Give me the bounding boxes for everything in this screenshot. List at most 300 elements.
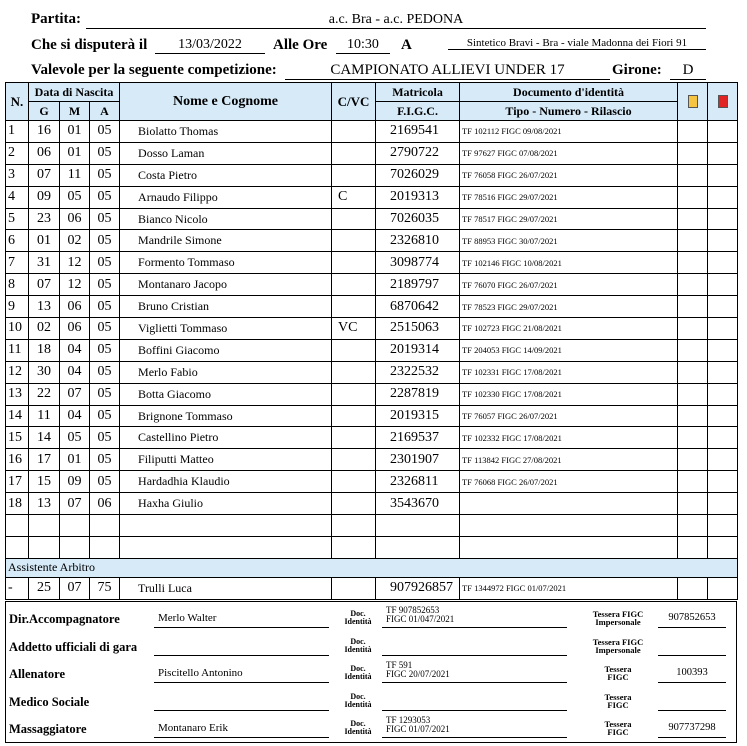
birth-month: 01 bbox=[60, 142, 90, 164]
yellow-card-cell bbox=[678, 121, 708, 143]
col-figc: F.I.G.C. bbox=[376, 102, 460, 121]
empty-cell bbox=[678, 536, 708, 558]
red-card-cell bbox=[708, 230, 738, 252]
staff-doc-line2: FIGC 01/07/2021 bbox=[386, 724, 450, 734]
red-card-cell bbox=[708, 208, 738, 230]
red-card-cell bbox=[708, 186, 738, 208]
assistant-cvc bbox=[332, 577, 376, 599]
captain-flag bbox=[332, 361, 376, 383]
staff-doc-label-line1: Doc. bbox=[350, 609, 366, 618]
birth-month: 07 bbox=[60, 383, 90, 405]
player-name: Boffini Giacomo bbox=[120, 339, 332, 361]
empty-cell bbox=[60, 515, 90, 537]
staff-tessera-label-line1: Tessera bbox=[604, 691, 632, 702]
assistant-name: Trulli Luca bbox=[120, 577, 332, 599]
red-card-cell bbox=[708, 427, 738, 449]
staff-role: Addetto ufficiali di gara bbox=[9, 639, 138, 654]
staff-tessera-label bbox=[578, 610, 658, 626]
player-matricola: 2169541 bbox=[376, 121, 460, 143]
col-doc-detail: Tipo - Numero - Rilascio bbox=[460, 102, 678, 121]
birth-year: 05 bbox=[90, 186, 120, 208]
birth-day: 06 bbox=[29, 142, 60, 164]
player-name: Castellino Pietro bbox=[120, 427, 332, 449]
player-matricola: 2326810 bbox=[376, 230, 460, 252]
staff-doc-label-line2: Identità bbox=[344, 699, 372, 709]
red-card-cell bbox=[708, 493, 738, 515]
player-name: Bruno Cristian bbox=[120, 296, 332, 318]
date-label: Che si disputerà il bbox=[31, 37, 148, 53]
birth-day: 07 bbox=[29, 164, 60, 186]
player-number: 4 bbox=[6, 186, 29, 208]
staff-doc-line2: FIGC 01/047/2021 bbox=[386, 614, 455, 624]
table-row bbox=[6, 208, 738, 230]
birth-year: 05 bbox=[90, 405, 120, 427]
staff-name bbox=[154, 640, 329, 656]
col-cvc: C/VC bbox=[332, 83, 376, 121]
staff-doc-value bbox=[382, 606, 567, 628]
birth-day: 30 bbox=[29, 361, 60, 383]
player-matricola: 2019314 bbox=[376, 339, 460, 361]
birth-day: 11 bbox=[29, 405, 60, 427]
birth-month: 12 bbox=[60, 252, 90, 274]
staff-doc-label-line1: Doc. bbox=[350, 691, 366, 701]
red-card-cell bbox=[708, 577, 738, 599]
player-number: 10 bbox=[6, 318, 29, 340]
staff-tessera-label bbox=[578, 638, 658, 654]
captain-flag bbox=[332, 449, 376, 471]
header-row-competition bbox=[0, 58, 747, 82]
captain-flag bbox=[332, 121, 376, 143]
player-document: TF 76068 FIGC 26/07/2021 bbox=[460, 471, 678, 493]
yellow-card-cell bbox=[678, 493, 708, 515]
player-name: Viglietti Tommaso bbox=[120, 318, 332, 340]
player-number: 18 bbox=[6, 493, 29, 515]
birth-year: 05 bbox=[90, 471, 120, 493]
player-matricola: 3543670 bbox=[376, 493, 460, 515]
player-document: TF 88953 FIGC 30/07/2021 bbox=[460, 230, 678, 252]
player-name: Botta Giacomo bbox=[120, 383, 332, 405]
yellow-card-cell bbox=[678, 230, 708, 252]
birth-day: 23 bbox=[29, 208, 60, 230]
player-name: Montanaro Jacopo bbox=[120, 274, 332, 296]
table-row bbox=[6, 230, 738, 252]
assistant-document: TF 1344972 FIGC 01/07/2021 bbox=[460, 577, 678, 599]
player-number: 13 bbox=[6, 383, 29, 405]
birth-day: 31 bbox=[29, 252, 60, 274]
staff-row bbox=[6, 632, 736, 660]
player-matricola: 2169537 bbox=[376, 427, 460, 449]
assistant-birth-day: 25 bbox=[29, 577, 60, 599]
birth-day: 09 bbox=[29, 186, 60, 208]
empty-cell bbox=[460, 515, 678, 537]
assistant-label: Assistente Arbitro bbox=[6, 558, 738, 577]
captain-flag bbox=[332, 252, 376, 274]
red-card-cell bbox=[708, 164, 738, 186]
birth-month: 06 bbox=[60, 208, 90, 230]
yellow-card-cell bbox=[678, 296, 708, 318]
red-card-cell bbox=[708, 252, 738, 274]
empty-cell bbox=[6, 515, 29, 537]
captain-flag bbox=[332, 405, 376, 427]
birth-month: 09 bbox=[60, 471, 90, 493]
table-row bbox=[6, 318, 738, 340]
partita-label: Partita: bbox=[31, 11, 81, 27]
red-card-cell bbox=[708, 142, 738, 164]
staff-tessera-label bbox=[578, 693, 658, 709]
player-number: 9 bbox=[6, 296, 29, 318]
birth-day: 22 bbox=[29, 383, 60, 405]
time-label: Alle Ore bbox=[273, 37, 328, 53]
player-name: Haxha Giulio bbox=[120, 493, 332, 515]
player-number: 12 bbox=[6, 361, 29, 383]
player-number: 7 bbox=[6, 252, 29, 274]
assistant-row bbox=[6, 577, 738, 599]
empty-cell bbox=[120, 515, 332, 537]
captain-flag bbox=[332, 383, 376, 405]
birth-month: 07 bbox=[60, 493, 90, 515]
birth-month: 01 bbox=[60, 121, 90, 143]
birth-day: 02 bbox=[29, 318, 60, 340]
player-matricola: 7026029 bbox=[376, 164, 460, 186]
staff-doc-label-line2: Identità bbox=[344, 727, 372, 736]
red-card-cell bbox=[708, 361, 738, 383]
birth-month: 02 bbox=[60, 230, 90, 252]
player-number: 16 bbox=[6, 449, 29, 471]
player-matricola: 2515063 bbox=[376, 318, 460, 340]
empty-cell bbox=[29, 536, 60, 558]
yellow-card-cell bbox=[678, 186, 708, 208]
empty-cell bbox=[376, 536, 460, 558]
staff-tessera-label-line1: Tessera bbox=[604, 664, 632, 674]
birth-month: 05 bbox=[60, 427, 90, 449]
staff-doc-line2: FIGC 20/07/2021 bbox=[386, 669, 450, 679]
table-row-empty bbox=[6, 536, 738, 558]
player-document: TF 76057 FIGC 26/07/2021 bbox=[460, 405, 678, 427]
yellow-card-cell bbox=[678, 142, 708, 164]
yellow-card-cell bbox=[678, 471, 708, 493]
captain-flag bbox=[332, 339, 376, 361]
player-name: Brignone Tommaso bbox=[120, 405, 332, 427]
roster-header bbox=[6, 83, 738, 121]
birth-day: 13 bbox=[29, 493, 60, 515]
player-number: 17 bbox=[6, 471, 29, 493]
staff-doc-label-line2: Identità bbox=[344, 617, 372, 626]
player-name: Filiputti Matteo bbox=[120, 449, 332, 471]
captain-flag: VC bbox=[332, 318, 376, 340]
assistant-header-row bbox=[6, 558, 738, 577]
staff-doc-label bbox=[336, 720, 380, 736]
table-row bbox=[6, 164, 738, 186]
staff-tessera-label-line2: Impersonale bbox=[595, 617, 641, 627]
staff-tessera-value: 907737298 bbox=[658, 722, 726, 738]
staff-tessera-label-line2: FIGC bbox=[607, 699, 629, 710]
player-document: TF 78517 FIGC 29/07/2021 bbox=[460, 208, 678, 230]
staff-doc-value bbox=[382, 689, 567, 711]
staff-doc-line1: TF 1293053 bbox=[386, 715, 431, 725]
staff-tessera-label bbox=[578, 720, 658, 736]
staff-tessera-label bbox=[578, 665, 658, 681]
empty-cell bbox=[332, 536, 376, 558]
yellow-card-cell bbox=[678, 427, 708, 449]
player-document: TF 78516 FIGC 29/07/2021 bbox=[460, 186, 678, 208]
birth-month: 05 bbox=[60, 186, 90, 208]
col-day: G bbox=[29, 102, 60, 121]
staff-role: Dir.Accompagnatore bbox=[9, 612, 120, 626]
birth-month: 12 bbox=[60, 274, 90, 296]
date-value: 13/03/2022 bbox=[155, 37, 265, 54]
assistant-matricola: 907926857 bbox=[376, 577, 460, 599]
red-card-cell bbox=[708, 383, 738, 405]
time-value: 10:30 bbox=[336, 37, 390, 54]
player-name: Arnaudo Filippo bbox=[120, 186, 332, 208]
captain-flag bbox=[332, 230, 376, 252]
captain-flag bbox=[332, 296, 376, 318]
red-card-cell bbox=[708, 449, 738, 471]
red-card-cell bbox=[708, 296, 738, 318]
empty-cell bbox=[120, 536, 332, 558]
table-row bbox=[6, 339, 738, 361]
player-number: 1 bbox=[6, 121, 29, 143]
player-number: 2 bbox=[6, 142, 29, 164]
captain-flag bbox=[332, 427, 376, 449]
player-number: 11 bbox=[6, 339, 29, 361]
birth-month: 11 bbox=[60, 164, 90, 186]
player-name: Bianco Nicolo bbox=[120, 208, 332, 230]
player-matricola: 2019313 bbox=[376, 186, 460, 208]
birth-year: 05 bbox=[90, 142, 120, 164]
staff-doc-value bbox=[382, 634, 567, 656]
staff-tessera-label-line1: Tessera FIGC bbox=[592, 609, 644, 619]
birth-month: 04 bbox=[60, 339, 90, 361]
assistant-number: - bbox=[6, 577, 29, 599]
staff-tessera-value: 907852653 bbox=[658, 612, 726, 628]
red-card-cell bbox=[708, 121, 738, 143]
birth-year: 05 bbox=[90, 361, 120, 383]
player-matricola: 2301907 bbox=[376, 449, 460, 471]
staff-doc-label bbox=[336, 693, 380, 709]
table-row bbox=[6, 471, 738, 493]
birth-year: 05 bbox=[90, 274, 120, 296]
table-row bbox=[6, 361, 738, 383]
assistant-birth-year: 75 bbox=[90, 577, 120, 599]
staff-doc-label bbox=[336, 665, 380, 681]
staff-tessera-label-line1: Tessera FIGC bbox=[592, 636, 644, 647]
player-number: 8 bbox=[6, 274, 29, 296]
birth-year: 05 bbox=[90, 339, 120, 361]
yellow-card-cell bbox=[678, 405, 708, 427]
staff-tessera-value bbox=[658, 695, 726, 711]
birth-year: 05 bbox=[90, 164, 120, 186]
yellow-card-icon bbox=[688, 95, 698, 108]
birth-year: 05 bbox=[90, 318, 120, 340]
table-row bbox=[6, 296, 738, 318]
birth-day: 15 bbox=[29, 471, 60, 493]
table-row bbox=[6, 449, 738, 471]
table-row bbox=[6, 252, 738, 274]
empty-cell bbox=[60, 536, 90, 558]
staff-name: Piscitello Antonino bbox=[154, 667, 329, 683]
yellow-card-cell bbox=[678, 208, 708, 230]
staff-doc-line1: TF 907852653 bbox=[386, 605, 440, 615]
roster-table bbox=[5, 82, 738, 600]
yellow-card-cell bbox=[678, 577, 708, 599]
yellow-card-cell bbox=[678, 318, 708, 340]
col-name: Nome e Cognome bbox=[120, 83, 332, 121]
red-card-icon bbox=[718, 95, 728, 108]
staff-doc-label-line1: Doc. bbox=[350, 664, 366, 673]
staff-role: Medico Sociale bbox=[9, 694, 90, 709]
table-row bbox=[6, 142, 738, 164]
staff-tessera-label-line2: Impersonale bbox=[595, 644, 641, 655]
yellow-card-cell bbox=[678, 361, 708, 383]
competition-value: CAMPIONATO ALLIEVI UNDER 17 bbox=[285, 62, 610, 80]
staff-doc-label bbox=[336, 610, 380, 626]
staff-name: Merlo Walter bbox=[154, 612, 329, 628]
staff-tessera-value bbox=[658, 640, 726, 656]
birth-year: 06 bbox=[90, 493, 120, 515]
staff-row bbox=[6, 604, 736, 632]
yellow-card-cell bbox=[678, 449, 708, 471]
col-red bbox=[708, 83, 738, 121]
birth-day: 14 bbox=[29, 427, 60, 449]
staff-role: Allenatore bbox=[9, 667, 66, 681]
player-name: Costa Pietro bbox=[120, 164, 332, 186]
birth-month: 04 bbox=[60, 361, 90, 383]
staff-tessera-label-line2: FIGC bbox=[607, 672, 629, 682]
empty-cell bbox=[678, 515, 708, 537]
birth-month: 06 bbox=[60, 296, 90, 318]
staff-tessera-label-line1: Tessera bbox=[604, 719, 632, 729]
header-row-partita bbox=[0, 8, 747, 32]
player-document bbox=[460, 493, 678, 515]
birth-day: 16 bbox=[29, 121, 60, 143]
staff-row bbox=[6, 687, 736, 715]
player-number: 5 bbox=[6, 208, 29, 230]
empty-cell bbox=[708, 536, 738, 558]
empty-cell bbox=[376, 515, 460, 537]
birth-month: 01 bbox=[60, 449, 90, 471]
player-matricola: 2790722 bbox=[376, 142, 460, 164]
staff-name bbox=[154, 695, 329, 711]
staff-doc-value bbox=[382, 716, 567, 738]
table-row bbox=[6, 186, 738, 208]
red-card-cell bbox=[708, 339, 738, 361]
birth-year: 05 bbox=[90, 383, 120, 405]
player-matricola: 2322532 bbox=[376, 361, 460, 383]
birth-year: 05 bbox=[90, 208, 120, 230]
player-number: 6 bbox=[6, 230, 29, 252]
col-yellow bbox=[678, 83, 708, 121]
yellow-card-cell bbox=[678, 164, 708, 186]
birth-year: 05 bbox=[90, 121, 120, 143]
player-document: TF 97627 FIGC 07/08/2021 bbox=[460, 142, 678, 164]
header-row-date bbox=[0, 33, 747, 57]
birth-day: 13 bbox=[29, 296, 60, 318]
birth-month: 04 bbox=[60, 405, 90, 427]
player-document: TF 102723 FIGC 21/08/2021 bbox=[460, 318, 678, 340]
player-name: Formento Tommaso bbox=[120, 252, 332, 274]
player-name: Hardadhia Klaudio bbox=[120, 471, 332, 493]
player-matricola: 2189797 bbox=[376, 274, 460, 296]
col-month: M bbox=[60, 102, 90, 121]
competition-label: Valevole per la seguente competizione: bbox=[31, 62, 277, 78]
at-label: A bbox=[401, 37, 412, 53]
captain-flag bbox=[332, 208, 376, 230]
yellow-card-cell bbox=[678, 274, 708, 296]
red-card-cell bbox=[708, 405, 738, 427]
captain-flag bbox=[332, 471, 376, 493]
player-matricola: 2326811 bbox=[376, 471, 460, 493]
player-document: TF 102332 FIGC 17/08/2021 bbox=[460, 427, 678, 449]
empty-cell bbox=[6, 536, 29, 558]
empty-cell bbox=[90, 536, 120, 558]
birth-year: 05 bbox=[90, 449, 120, 471]
player-document: TF 102112 FIGC 09/08/2021 bbox=[460, 121, 678, 143]
table-row bbox=[6, 121, 738, 143]
group-value: D bbox=[670, 62, 706, 80]
empty-cell bbox=[332, 515, 376, 537]
roster-body bbox=[6, 121, 738, 600]
captain-flag bbox=[332, 164, 376, 186]
assistant-birth-month: 07 bbox=[60, 577, 90, 599]
player-document: TF 76058 FIGC 26/07/2021 bbox=[460, 164, 678, 186]
player-name: Merlo Fabio bbox=[120, 361, 332, 383]
col-n: N. bbox=[6, 83, 29, 121]
table-row bbox=[6, 493, 738, 515]
table-row bbox=[6, 274, 738, 296]
staff-doc-label-line1: Doc. bbox=[350, 636, 366, 646]
empty-cell bbox=[29, 515, 60, 537]
staff-doc-label-line2: Identità bbox=[344, 672, 372, 681]
red-card-cell bbox=[708, 318, 738, 340]
player-matricola: 6870642 bbox=[376, 296, 460, 318]
player-matricola: 3098774 bbox=[376, 252, 460, 274]
table-row-empty bbox=[6, 515, 738, 537]
staff-doc-value bbox=[382, 661, 567, 683]
col-matricola: Matricola bbox=[376, 83, 460, 102]
staff-section bbox=[5, 601, 737, 743]
staff-tessera-value: 100393 bbox=[658, 667, 726, 683]
player-matricola: 7026035 bbox=[376, 208, 460, 230]
table-row bbox=[6, 427, 738, 449]
player-name: Mandrile Simone bbox=[120, 230, 332, 252]
red-card-cell bbox=[708, 471, 738, 493]
birth-day: 18 bbox=[29, 339, 60, 361]
player-document: TF 204053 FIGC 14/09/2021 bbox=[460, 339, 678, 361]
captain-flag bbox=[332, 493, 376, 515]
group-label: Girone: bbox=[612, 62, 662, 78]
birth-year: 05 bbox=[90, 427, 120, 449]
captain-flag bbox=[332, 274, 376, 296]
player-document: TF 76070 FIGC 26/07/2021 bbox=[460, 274, 678, 296]
col-year: A bbox=[90, 102, 120, 121]
table-row bbox=[6, 405, 738, 427]
red-card-cell bbox=[708, 274, 738, 296]
col-document: Documento d'identità bbox=[460, 83, 678, 102]
staff-doc-label bbox=[336, 638, 380, 654]
staff-doc-line1: TF 591 bbox=[386, 660, 413, 670]
player-document: TF 102146 FIGC 10/08/2021 bbox=[460, 252, 678, 274]
birth-year: 05 bbox=[90, 252, 120, 274]
player-matricola: 2019315 bbox=[376, 405, 460, 427]
player-number: 14 bbox=[6, 405, 29, 427]
staff-doc-label-line2: Identità bbox=[344, 644, 372, 654]
birth-month: 06 bbox=[60, 318, 90, 340]
birth-day: 17 bbox=[29, 449, 60, 471]
staff-tessera-label-line2: FIGC bbox=[607, 727, 629, 737]
birth-day: 07 bbox=[29, 274, 60, 296]
player-number: 3 bbox=[6, 164, 29, 186]
